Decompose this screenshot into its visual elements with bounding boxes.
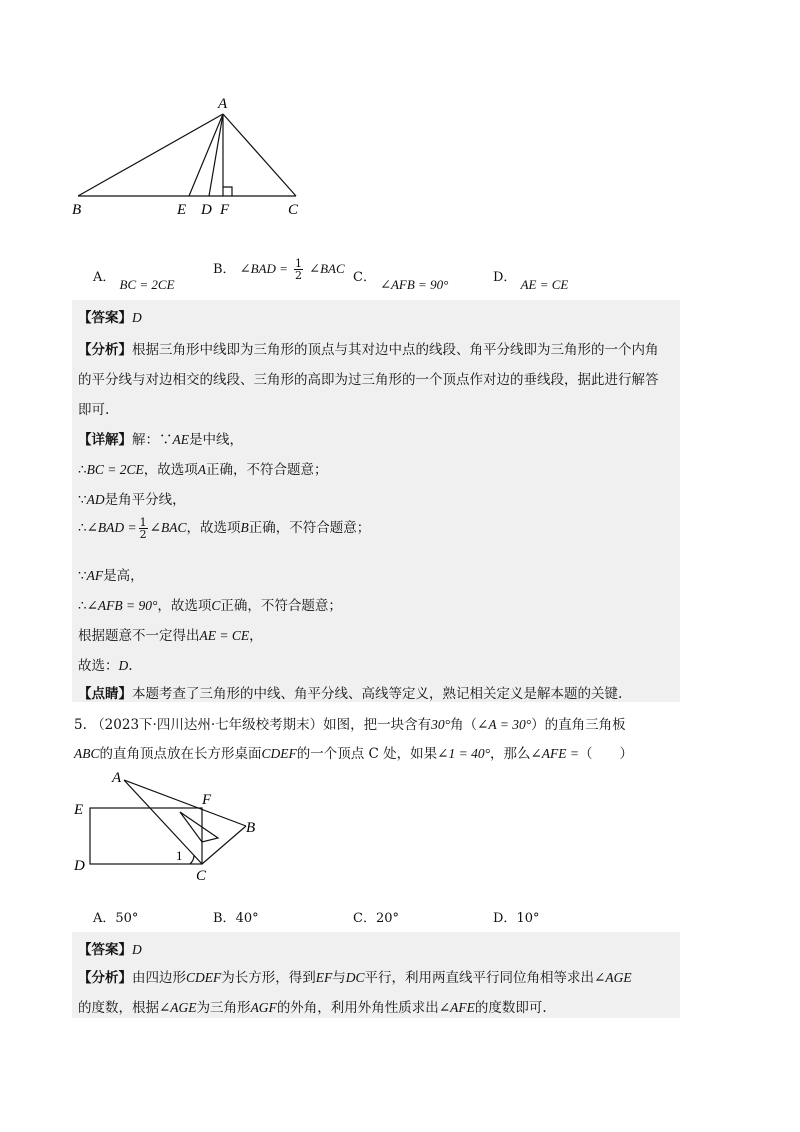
label-B: B: [72, 202, 82, 218]
angle-1-label: 1: [176, 848, 183, 863]
q5-answer: 【答案】D: [78, 942, 142, 958]
label-E: E: [74, 802, 84, 818]
q4-detail-line7: 根据题意不一定得出AE = CE，: [78, 628, 263, 644]
q5-analysis-line2: 的度数，根据∠AGE为三角形AGF的外角，利用外角性质求出∠AFE的度数即可.: [78, 1000, 547, 1016]
q4-option-c: C． ∠AFB = 90°: [353, 270, 449, 292]
q5-stem-line2: ABC的直角顶点放在长方形桌面CDEF的一个顶点 C 处，如果∠1 = 40°，那么∠AFE =（ ）: [74, 746, 634, 762]
label-C: C: [288, 202, 299, 218]
q4-detail-line5: ∵AF是高，: [78, 568, 144, 584]
q4-option-a: A． BC = 2CE: [93, 270, 175, 292]
label-E: E: [177, 202, 187, 218]
q5-option-c: C．20°: [353, 911, 399, 926]
triangle-figure-1: [60, 90, 320, 220]
label-B: B: [246, 820, 256, 836]
q4-detail-line4: ∴∠BAD = $\frac{1}{2}$ ∠BAC，故选项B正确，不符合题意；: [78, 516, 371, 541]
q4-detail-line6: ∴∠AFB = 90°，故选项C正确，不符合题意；: [78, 598, 342, 614]
label-C: C: [196, 868, 207, 884]
fraction: $\frac{1}{2}$: [139, 516, 147, 541]
q4-analysis-line1: 【分析】根据三角形中线即为三角形的顶点与其对边中点的线段、角平分线即为三角形的一个内角: [78, 342, 659, 358]
label-A: A: [112, 770, 122, 786]
fraction: $\frac{1}{2}$: [295, 257, 303, 282]
q5-option-a: A．50°: [93, 911, 139, 926]
q4-detail-line8: 故选：D.: [78, 658, 133, 674]
label-F: F: [202, 792, 212, 808]
q4-detail-line3: ∵AD是角平分线，: [78, 492, 186, 508]
q4-detail-line1: 【详解】解：∵AE是中线，: [78, 432, 243, 448]
q4-option-d: D． AE = CE: [493, 270, 569, 292]
label-D: D: [74, 858, 85, 874]
q4-comment: 【点睛】本题考查了三角形的中线、角平分线、高线等定义，熟记相关定义是解本题的关键.: [78, 686, 623, 702]
q4-analysis-line3: 即可.: [78, 402, 110, 418]
q5-option-d: D．10°: [493, 911, 540, 926]
q4-option-b: B． ∠BAD = $\frac{1}{2}$ ∠BAC: [213, 257, 345, 282]
label-A: A: [218, 96, 228, 112]
rectangle-triangle-figure-2: [68, 768, 268, 888]
q4-answer: 【答案】D: [78, 310, 142, 326]
q4-analysis-line2: 的平分线与对边相交的线段、三角形的高即为过三角形的一个顶点作对边的垂线段，据此进行解答: [78, 372, 659, 388]
q4-detail-line2: ∴BC = 2CE，故选项A正确，不符合题意；: [78, 462, 328, 478]
q5-stem-line1: 5. （2023下·四川达州·七年级校考期末）如图，把一块含有30°角（∠A = 30°）的直角三角板: [74, 717, 626, 733]
label-D: D: [201, 202, 212, 218]
q5-analysis-line1: 【分析】由四边形CDEF为长方形，得到EF与DC平行，利用两直线平行同位角相等求出∠AGE: [78, 970, 632, 986]
label-F: F: [220, 202, 230, 218]
q5-option-b: B．40°: [213, 911, 259, 926]
